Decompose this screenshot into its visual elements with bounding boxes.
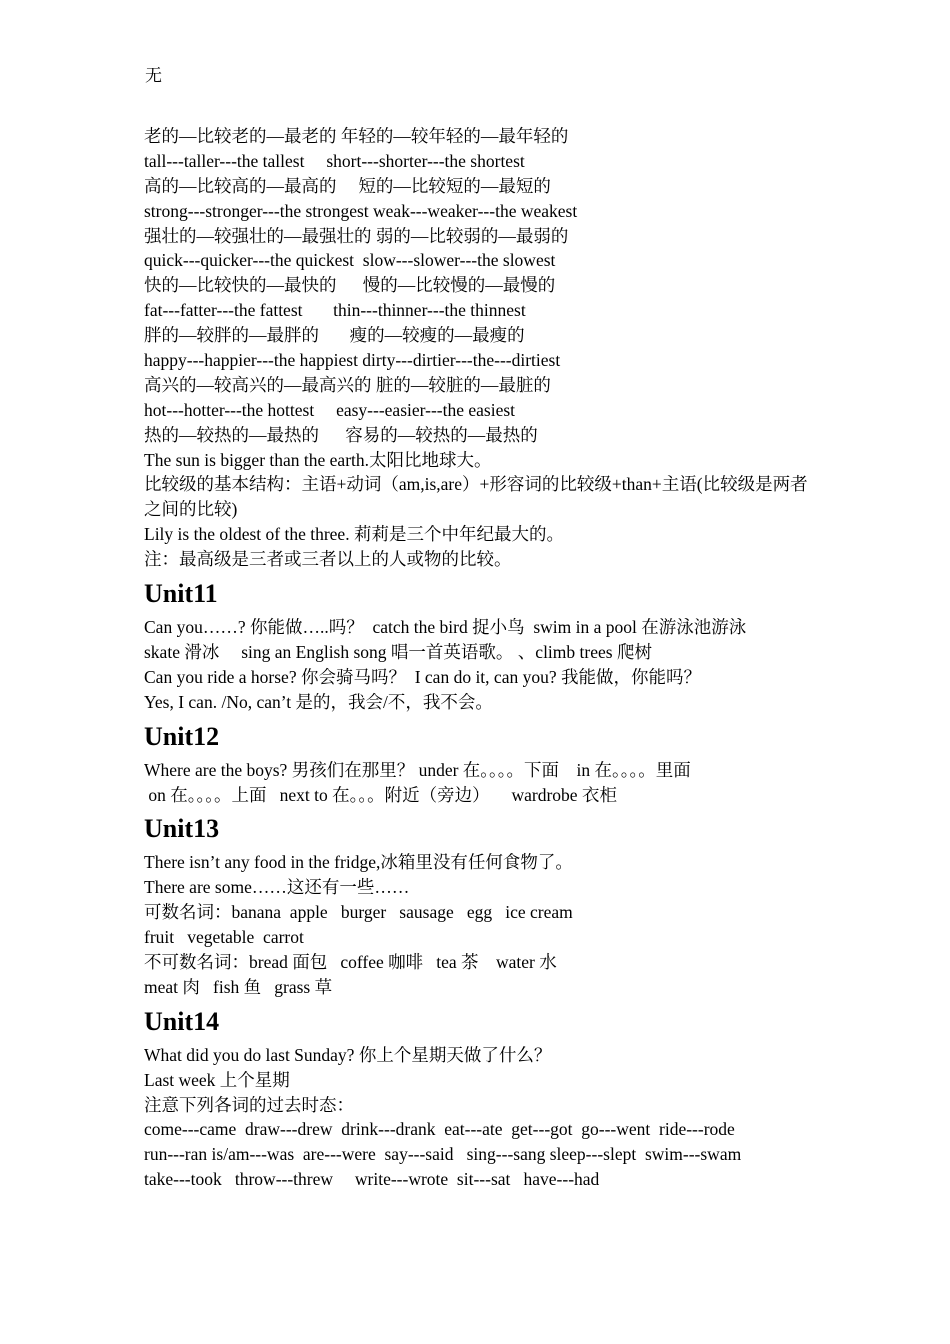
text-line: What did you do last Sunday? 你上个星期天做了什么？ (144, 1044, 552, 1065)
text-line: 高的—比较高的—最高的 短的—比较短的—最短的 (144, 175, 551, 196)
text-line: 老的—比较老的—最老的 年轻的—较年轻的—最年轻的 (144, 126, 569, 146)
text-line: Where are the boys? 男孩们在那里？ under 在。。。。下面 in 在。。。。里面 (144, 759, 691, 780)
text-line: take---took throw---threw write---wrote sit---sat have---had (144, 1169, 600, 1190)
text-line: Yes, I can. /No, can’t 是的，我会/不，我不会。 (144, 691, 493, 712)
text-line: 不可数名词：bread 面包 coffee 咖啡 tea 茶 water 水 (144, 951, 557, 972)
document-body (144, 124, 824, 1192)
text-line: Can you……? 你能做…..吗？ catch the bird 捉小鸟 swim in a pool 在游泳池游泳 (144, 617, 747, 638)
page-header: 无 (145, 66, 162, 85)
text-line: meat 肉 fish 鱼 grass 草 (144, 976, 333, 997)
text-line: Lily is the oldest of the three. 莉莉是三个中年纪最大的。 (144, 524, 564, 545)
text-line: happy---happier---the happiest dirty---dirtier---the---dirtiest (144, 350, 561, 371)
text-line: There are some……这还有一些…… (144, 877, 410, 898)
text-line: 注意下列各词的过去时态： (144, 1094, 354, 1115)
text-line: 强壮的—较强壮的—最强壮的 弱的—比较弱的—最弱的 (144, 225, 569, 246)
text-line: 快的—比较快的—最快的 慢的—比较慢的—最慢的 (144, 275, 556, 296)
unit-heading: Unit11 (144, 579, 218, 609)
text-line: skate 滑冰 sing an English song 唱一首英语歌。 、climb trees 爬树 (144, 641, 652, 662)
text-line: There isn’t any food in the fridge,冰箱里没有任何食物了。 (144, 852, 573, 873)
text-line: run---ran is/am---was are---were say---said sing---sang sleep---slept swim---swam (144, 1144, 742, 1165)
text-line: 高兴的—较高兴的—最高兴的 脏的—较脏的—最脏的 (144, 374, 551, 395)
unit14-section (144, 1007, 824, 1192)
text-line: The sun is bigger than the earth.太阳比地球大。 (144, 449, 492, 470)
text-line: quick---quicker---the quickest slow---slower---the slowest (144, 250, 556, 271)
text-line: on 在。。。。上面 next to 在。。。附近（旁边） wardrobe 衣柜 (144, 784, 617, 805)
text-line: Can you ride a horse? 你会骑马吗？ I can do it, can you? 我能做，你能吗？ (144, 666, 701, 687)
text-line: 注：最高级是三者或三者以上的人或物的比较。 (144, 549, 512, 570)
comparatives-section (144, 124, 824, 572)
unit12-section (144, 722, 824, 808)
text-line: 比较级的基本结构：主语+动词（am,is,are）+形容词的比较级+than+主语(比较级是两者之间的比较) (144, 474, 808, 520)
unit13-section (144, 814, 824, 999)
text-line: tall---taller---the tallest short---shorter---the shortest (144, 150, 525, 171)
text-line: come---came draw---drew drink---drank eat---ate get---got go---went ride---rode (144, 1119, 735, 1140)
text-line: strong---stronger---the strongest weak---weaker---the weakest (144, 200, 578, 221)
text-line: 胖的—较胖的—最胖的 瘦的—较瘦的—最瘦的 (144, 325, 525, 346)
unit11-section (144, 579, 824, 715)
unit-heading: Unit14 (144, 1006, 220, 1036)
text-line: hot---hotter---the hottest easy---easier---the easiest (144, 399, 516, 420)
unit-heading: Unit12 (144, 721, 220, 751)
unit-heading: Unit13 (144, 814, 220, 844)
text-line: fruit vegetable carrot (144, 927, 304, 948)
text-line: 可数名词：banana apple burger sausage egg ice cream (144, 902, 573, 923)
text-line: Last week 上个星期 (144, 1069, 290, 1090)
text-line: 热的—较热的—最热的 容易的—较热的—最热的 (144, 424, 538, 445)
text-line: fat---fatter---the fattest thin---thinner---the thinnest (144, 300, 526, 321)
